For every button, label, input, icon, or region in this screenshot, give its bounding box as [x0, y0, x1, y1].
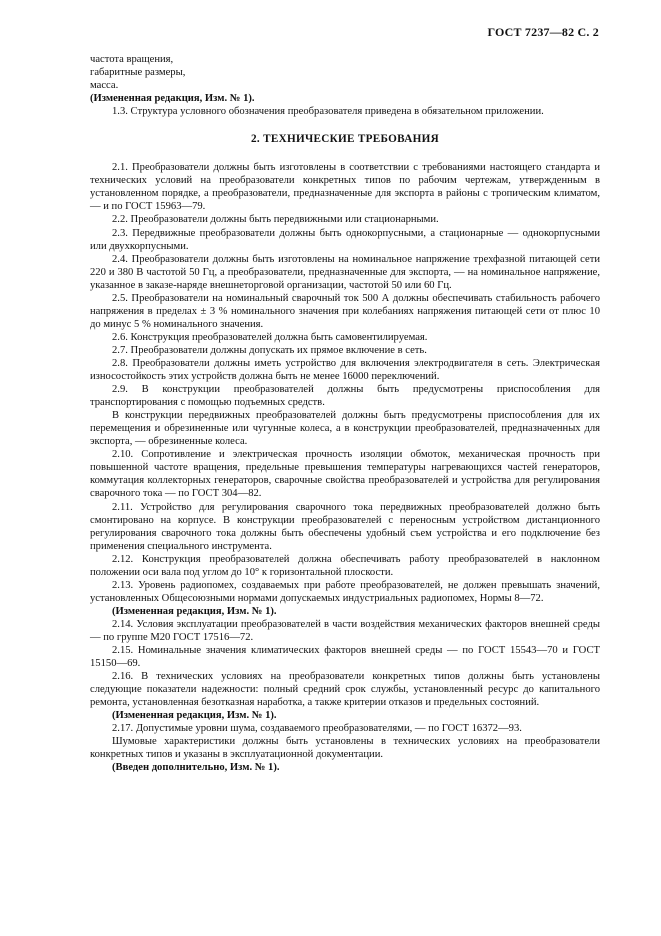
amendment-note: (Измененная редакция, Изм. № 1). — [90, 93, 255, 105]
section-title: 2. ТЕХНИЧЕСКИЕ ТРЕБОВАНИЯ — [250, 133, 440, 146]
document-body — [90, 53, 600, 774]
paragraph-2-16: 2.16. В технических условиях на преобразователи конкретных типов должны быть установлены следующие показатели надежности: полный средний срок службы, установленный ресурс до капитального ремонта, установленная безотказная наработка, а также критерии отказов и предельных состояний. — [90, 671, 600, 709]
paragraph-2-7: 2.7. Преобразователи должны допускать их прямое включение в сеть. — [112, 344, 427, 356]
paragraph-2-5: 2.5. Преобразователи на номинальный сварочный ток 500 А должны обеспечивать стабильность рабочего напряжения в пределах ± 3 % номинального значения при колебаниях напряжения питающей сети от плюс 10 до минус 5 % номинального значения. — [90, 292, 600, 330]
amendment-note: (Измененная редакция, Изм. № 1). — [112, 605, 277, 617]
added-note: (Введен дополнительно, Изм. № 1). — [112, 762, 280, 774]
list-item-dimensions: габаритные размеры, — [90, 67, 186, 79]
paragraph-2-14: 2.14. Условия эксплуатации преобразователей в части воздействия механических факторов внешней среды — по группе М20 ГОСТ 17516—72. — [90, 618, 600, 643]
list-item-rotation-speed: частота вращения, — [90, 54, 174, 65]
paragraph-1-3: 1.3. Структура условного обозначения преобразователя приведена в обязательном приложении. — [112, 106, 544, 118]
paragraph-2-11: 2.11. Устройство для регулирования сварочного тока передвижных преобразователей должно быть смонтировано на корпусе. В конструкции преобразователей с переносным устройством дистанционного регулирования сварочного тока должны быть обеспечены удобный съем устройства и его подключение без применения специального инструмента. — [90, 501, 600, 552]
paragraph-2-13: 2.13. Уровень радиопомех, создаваемых при работе преобразователей, не должен превышать значений, установленных Общесоюзными нормами допускаемых индустриальных радиопомех, Нормы 8—72. — [90, 579, 600, 604]
paragraph-2-4: 2.4. Преобразователи должны быть изготовлены на номинальное напряжение трехфазной питающей сети 220 и 380 В частотой 50 Гц, а преобразователи, предназначенные для экспорта, — на номинальное напряжение, указанное в заказе-наряде внешнеторговой организации, частотой 50 или 60 Гц. — [90, 253, 600, 291]
list-item-mass: масса. — [90, 80, 119, 92]
paragraph-2-9-cont: В конструкции передвижных преобразователей должны быть предусмотрены приспособления для их перемещения и обрезиненные или чугунные колеса, а в конструкции преобразователей, предназначенных для экспорта, — обрезиненные колеса. — [90, 410, 600, 448]
paragraph-2-15: 2.15. Номинальные значения климатических факторов внешней среды — по ГОСТ 15543—70 и ГОСТ 15150—69. — [90, 645, 600, 670]
paragraph-2-12: 2.12. Конструкция преобразователей должна обеспечивать работу преобразователей в наклонном положении оси вала под углом до 10° к горизонтальной плоскости. — [90, 553, 600, 578]
paragraph-2-6: 2.6. Конструкция преобразователей должна быть самовентилируемая. — [112, 331, 428, 343]
paragraph-2-17: 2.17. Допустимые уровни шума, создаваемого преобразователями, — по ГОСТ 16372—93. — [112, 723, 522, 735]
paragraph-2-8: 2.8. Преобразователи должны иметь устройство для включения электродвигателя в сеть. Электрическая износостойкость этих устройств должна быть не менее 16000 переключений. — [90, 357, 600, 383]
running-head: ГОСТ 7237—82 С. 2 — [487, 25, 599, 39]
paragraph-2-9: 2.9. В конструкции преобразователей должны быть предусмотрены приспособления для транспортирования с помощью подъемных средств. — [90, 384, 600, 409]
paragraph-2-2: 2.2. Преобразователи должны быть передвижными или стационарными. — [112, 214, 439, 226]
paragraph-2-17-cont: Шумовые характеристики должны быть установлены в технических условиях на преобразователи конкретных типов и указаны в эксплуатационной документации. — [90, 736, 600, 761]
amendment-note: (Измененная редакция, Изм. № 1). — [112, 710, 277, 722]
paragraph-2-10: 2.10. Сопротивление и электрическая прочность изоляции обмоток, механическая прочность при повышенной частоте вращения, предельные превышения температуры нагревающихся частей генераторов, коммутация коллекторных генераторов, сварочные свойства преобразователей и устройства для регулирования сварочного тока — по ГОСТ 304—82. — [90, 449, 600, 500]
paragraph-2-1: 2.1. Преобразователи должны быть изготовлены в соответствии с требованиями настоящего стандарта и технических условий на преобразователи конкретных типов по рабочим чертежам, утвержденным в установленном порядке, а преобразователи, предназначенные для экспорта в районы с тропическим климатом, — и по ГОСТ 15963—79. — [90, 162, 600, 213]
paragraph-2-3: 2.3. Передвижные преобразователи должны быть однокорпусными, а стационарные — однокорпусными или двухкорпусными. — [90, 227, 600, 252]
